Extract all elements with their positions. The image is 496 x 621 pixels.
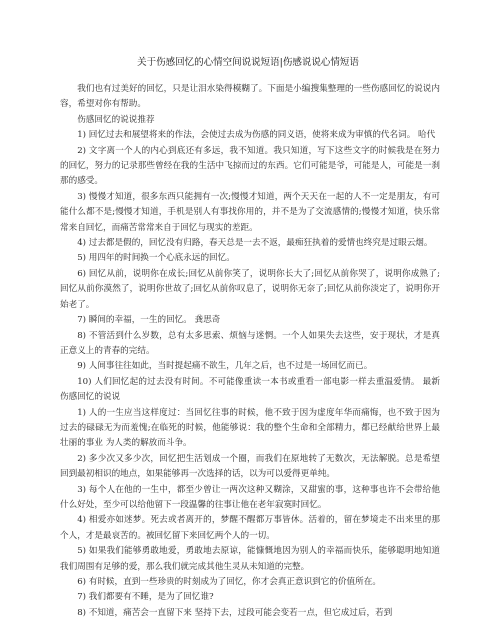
paragraph: 5) 用四年的时间换一个心底永远的回忆。 — [77, 253, 235, 264]
paragraph: 8) 不管活到什么岁数，总有太多思索、烦恼与迷惘。一个人如果失去这些，安于现状，才是真正意义上的青春的完结。 — [60, 330, 440, 356]
paragraph: 2) 文字离一个人的内心到底还有多远，我不知道。我只知道，写下这些文字的时候我是在努力的回忆，努力的记录那些曾经在我的生活中飞掠而过的东西。它们可能是爷，可能是人，可能是一刹那的感受。 — [60, 145, 440, 187]
paragraph: 7) 我们都要有不睡，是为了回忆谁? — [77, 592, 214, 603]
paragraph: 6) 有时候，直到一些珍贵的时刻成为了回忆，你才会真正意识到它的价值所在。 — [77, 577, 381, 587]
paragraph: 1) 回忆过去和展望将来的作法，会使过去成为伤感的同义语，使将来成为审慎的代名词。 哈代 — [77, 130, 436, 141]
document-title: 关于伤感回忆的心情空间说说短语|伤感说说心情短语 — [137, 57, 359, 68]
paragraph: 4) 过去都是假的，回忆没有归路，春天总是一去不返，最痴狂执着的爱情也终究是过眼云烟。 — [77, 238, 433, 249]
paragraph: 5) 如果我们能够勇敢地爱，勇敢地去原谅，能慷慨地因为别人的幸福而快乐，能够聪明地知道我们周围有足够的爱，那么我们就完成其他生灵从未知道的完整。 — [60, 546, 440, 572]
section-heading: 伤感回忆的说说推荐 — [77, 114, 155, 125]
paragraph: 10) 人们回忆起的过去没有时间。不可能像重读一本书或重看一部电影一样去重温爱情。 最新伤感回忆的说说 — [60, 376, 440, 403]
paragraph: 6) 回忆从前，说明你在成长;回忆从前你笑了，说明你长大了;回忆从前你哭了，说明你成熟了;回忆从前你漠然了，说明你世故了;回忆从前你叹息了，说明你无奈了;回忆从前你淡定了，说明你开始老了。 — [60, 268, 440, 310]
paragraph: 我们也有过美好的回忆，只是让泪水染得模糊了。下面是小编搜集整理的一些伤感回忆的说说内容，希望对你有帮助。 — [60, 84, 440, 110]
paragraph: 1) 人的一生应当这样度过：当回忆往事的时候，他不致于因为虚度年华而痛悔，也不致于因为过去的碌碌无为而羞愧;在临死的时候，他能够说：我的整个生命和全部精力，都已经献给世界上最壮丽的事业 为人类的解放而斗争。 — [60, 407, 440, 449]
paragraph: 8) 不知道，痛苦会一直留下来 坚持下去，过段可能会变若一点，但它成过后，若到 — [77, 607, 393, 618]
paragraph: 2) 多少次又多少次，回忆把生活划成一个圈，而我们在原地转了无数次，无法解脱。总是希望回到最初相识的地点，如果能够再一次选择的话，以为可以爱得更单纯。 — [60, 453, 440, 480]
paragraph: 3) 慢慢才知道，很多东西只能拥有一次;慢慢才知道，两个天天在一起的人不一定是朋友，有可能什么都不是;慢慢才知道，手机是别人有事找你用的，并不是为了交流感情的;慢慢才知道，快乐常常来自回忆，而痛苦常常来自于回忆与现实的差距。 — [60, 191, 440, 233]
paragraph: 7) 瞬间的幸福，一生的回忆。 龚思奇 — [77, 315, 221, 326]
paragraph: 9) 人间事往往如此，当时提起痛不欲生，几年之后，也不过是一场回忆而已。 — [77, 361, 373, 372]
paragraph: 4) 相爱亦如迷梦。死去或者离开的，梦醒不醒都万事皆休。活着的，留在梦境走不出来里的那个人，才是最哀苦的。被回忆留下来回忆两个人的一切。 — [60, 515, 440, 541]
document-body — [60, 82, 440, 621]
paragraph: 3) 每个人在他的一生中，都至少曾让一两次这种又糊涂，又甜蜜的事，这种事也许不会带给他什么好处，至少可以给他留下一段温馨的往事让他在老年寂寞时回忆。 — [60, 484, 440, 510]
